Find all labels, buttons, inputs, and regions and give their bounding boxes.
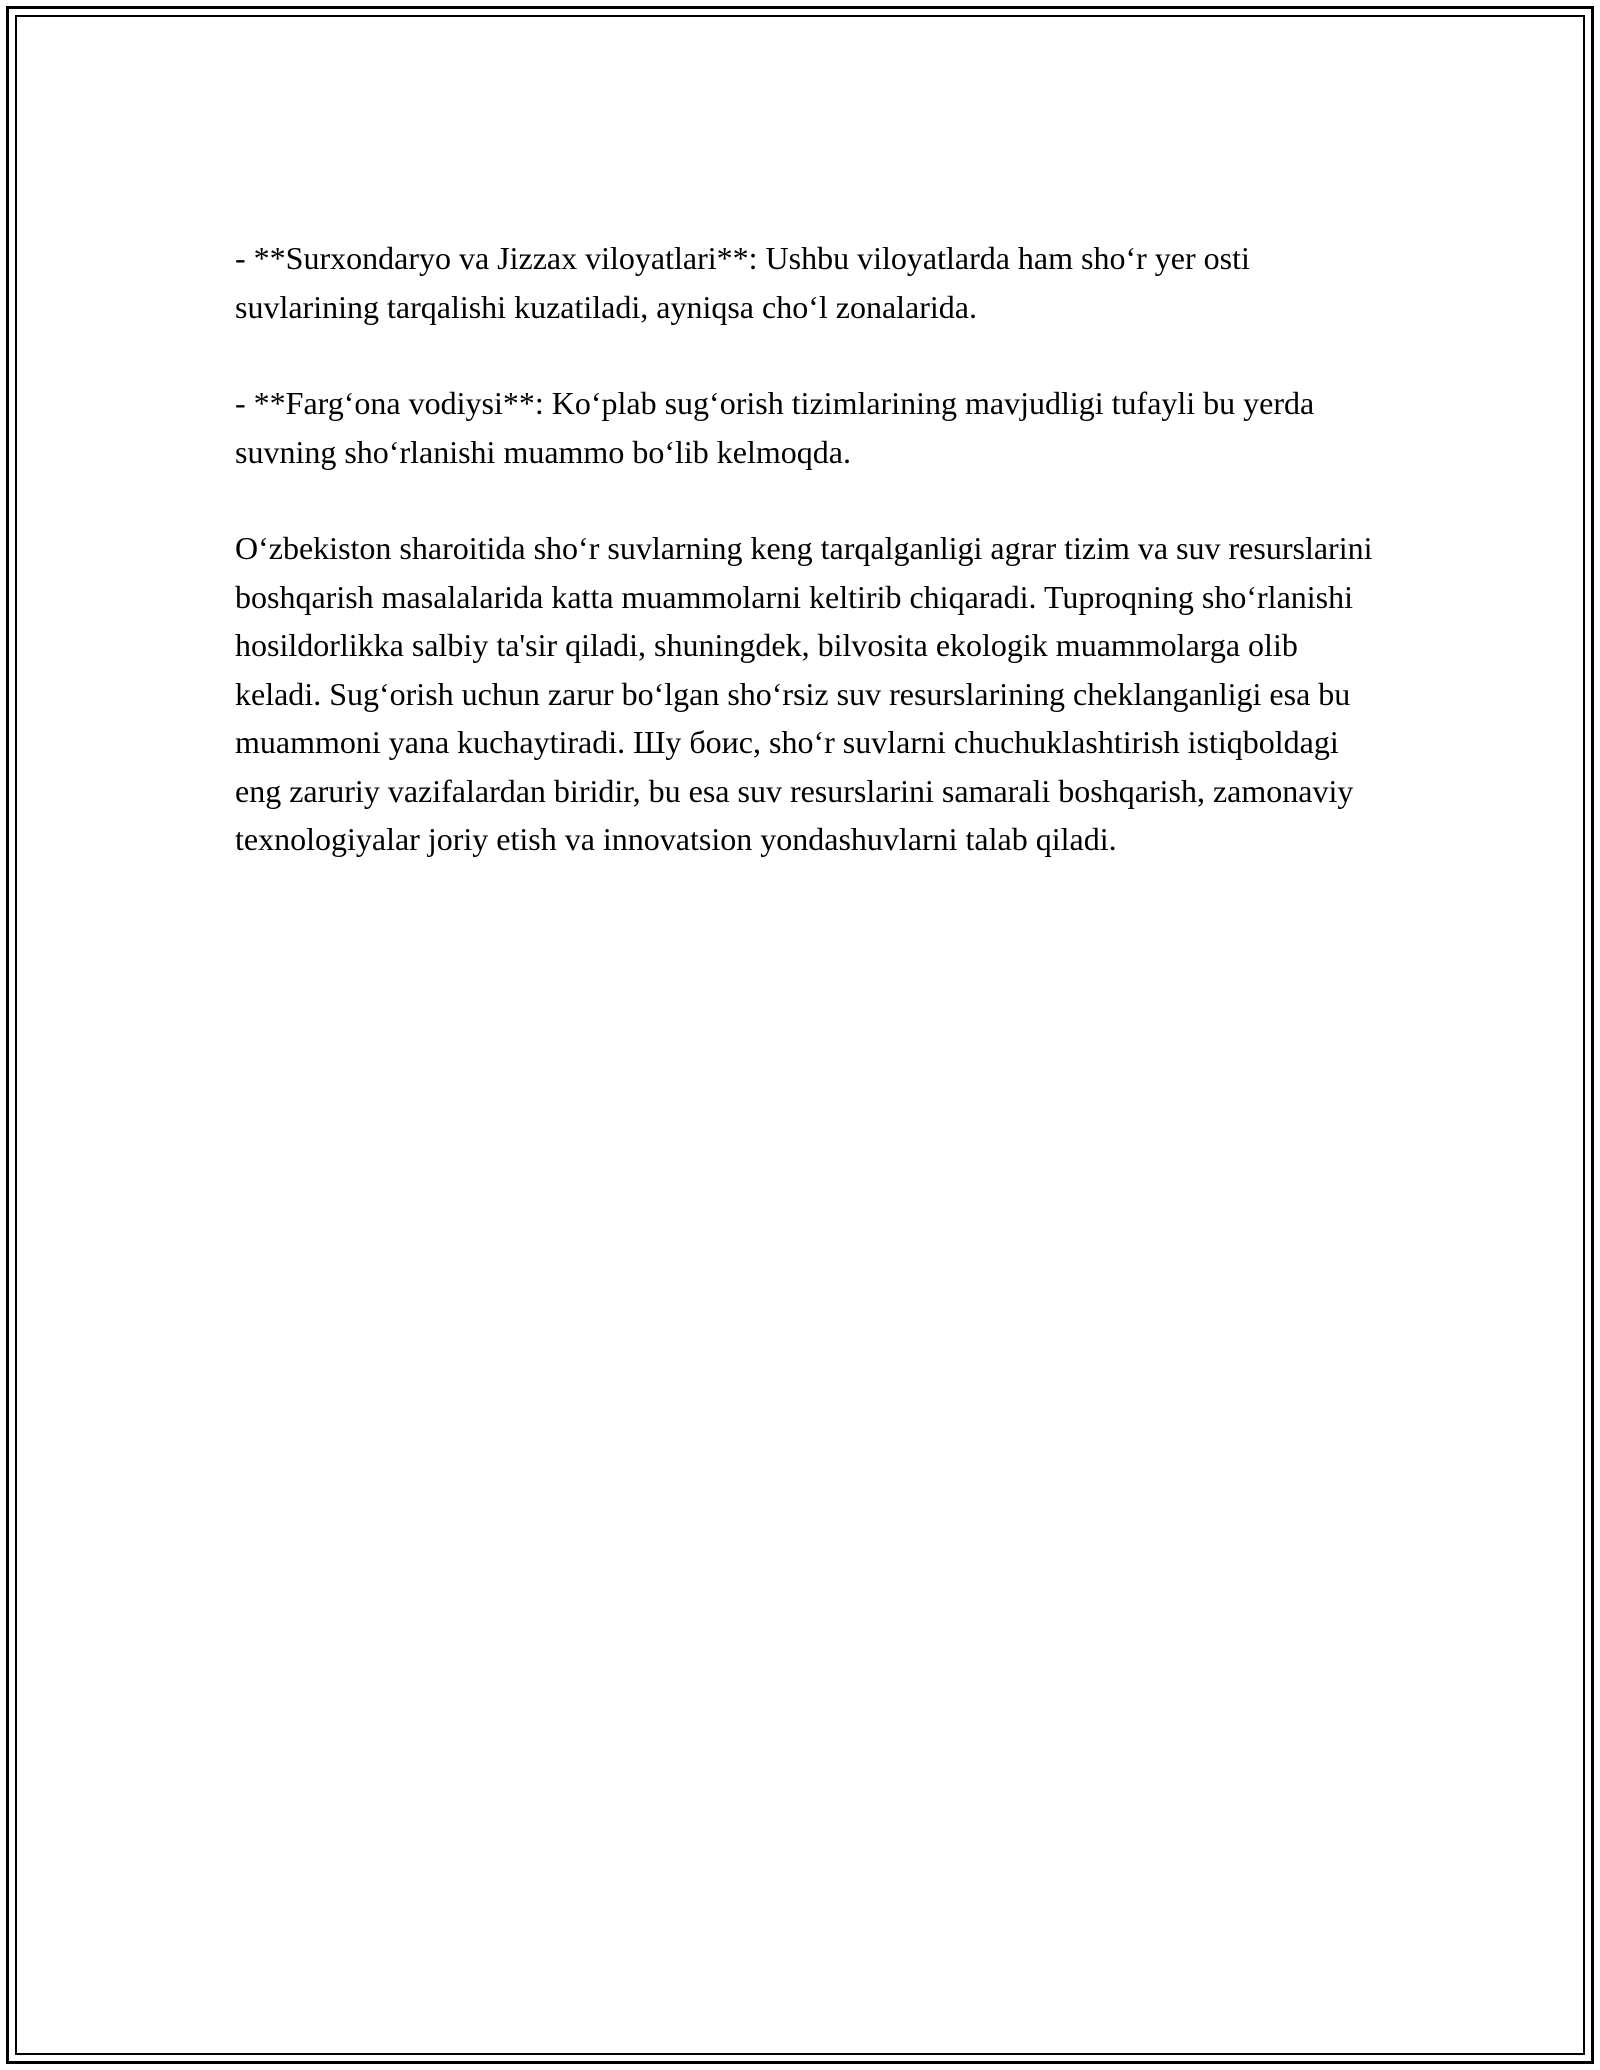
- body-paragraph-uzbekistan: O‘zbekiston sharoitida sho‘r suvlarning keng tarqalganligi agrar tizim va suv resurslarini boshqarish masalalarida katta muammolarni keltirib chiqaradi. Tuproqning sho‘rlanishi hosildorlikka salbiy ta'sir qiladi, shuningdek, bilvosita ekologik muammolarga olib keladi. Sug‘orish uchun zarur bo‘lgan sho‘rsiz suv resurslarining cheklanganligi esa bu muammoni yana kuchaytiradi. Шу боис, sho‘r suvlarni chuchuklashtirish istiqboldagi eng zaruriy vazifalardan biridir, bu esa suv resurslarini samarali boshqarish, zamonaviy texnologiyalar joriy etish va innovatsion yondashuvlarni talab qiladi.: [235, 530, 1373, 857]
- bullet-paragraph-fargona: - **Farg‘ona vodiysi**: Ko‘plab sug‘orish tizimlarining mavjudligi tufayli bu yerda suvning sho‘rlanishi muammo bo‘lib kelmoqda.: [235, 385, 1315, 470]
- document-body: [235, 234, 1375, 912]
- bullet-paragraph-surxondaryo-jizzax: - **Surxondaryo va Jizzax viloyatlari**: Ushbu viloyatlarda ham sho‘r yer osti suvlarining tarqalishi kuzatiladi, ayniqsa cho‘l zonalarida.: [235, 240, 1250, 325]
